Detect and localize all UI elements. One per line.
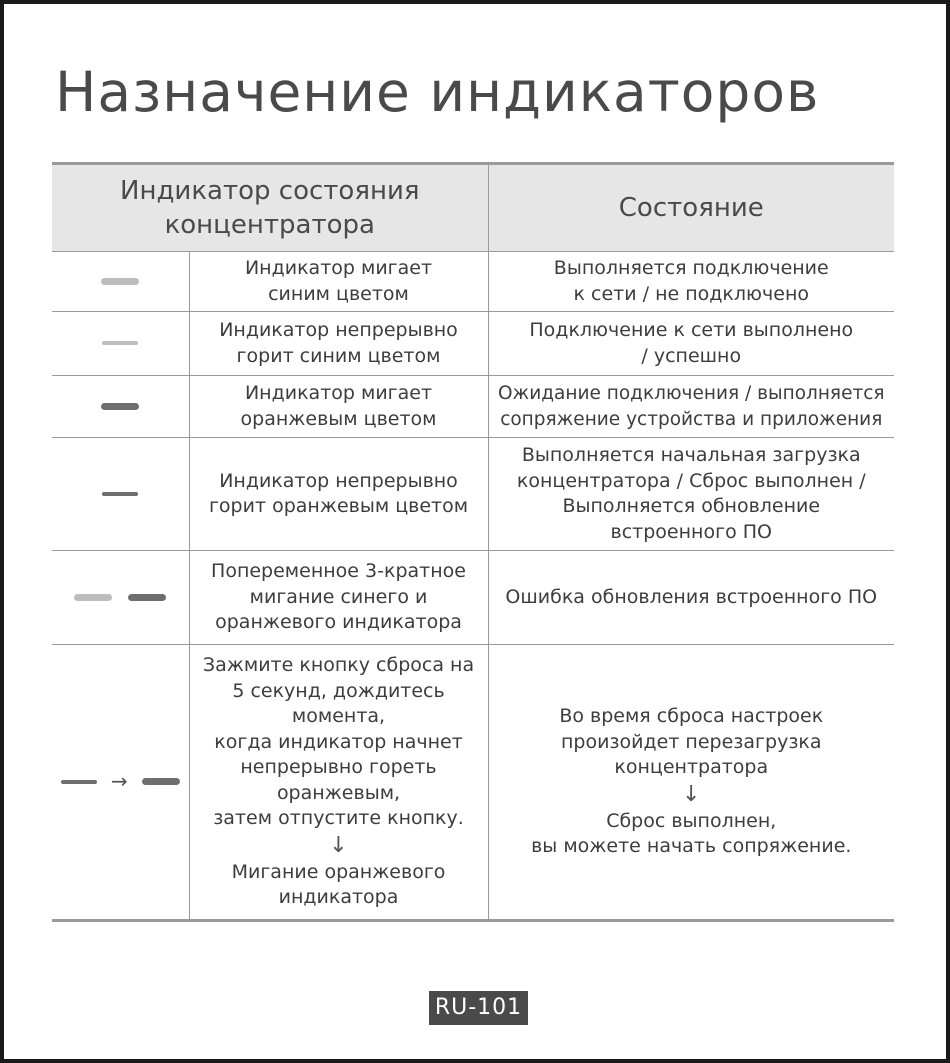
state-cell: Во время сброса настроек произойдет перезагрузка концентратора ↓ Сброс выполнен, вы можете начать сопряжение. — [488, 645, 894, 921]
led-cell — [52, 438, 189, 551]
header-indicator: Индикатор состояния концентратора — [52, 164, 488, 252]
state-cell: Ожидание подключения / выполняется сопряжение устройства и приложения — [488, 376, 894, 438]
page-title: Назначение индикаторов — [55, 60, 820, 124]
table-row — [52, 551, 894, 645]
led-cell — [52, 551, 189, 645]
state-cell: Ошибка обновления встроенного ПО — [488, 551, 894, 645]
blue-led-icon — [74, 594, 112, 601]
led-cell — [52, 645, 189, 921]
arrow-down-icon: ↓ — [329, 832, 348, 858]
desc-cell: Индикатор непрерывно горит оранжевым цветом — [189, 438, 488, 551]
table-row — [52, 645, 894, 921]
led-cell — [52, 376, 189, 438]
led-cell — [52, 252, 189, 312]
blue-blinking-led-icon — [101, 278, 139, 285]
orange-blinking-led-icon — [101, 403, 139, 410]
state-cell: Подключение к сети выполнено / успешно — [488, 312, 894, 376]
state-cell: Выполняется подключение к сети / не подключено — [488, 252, 894, 312]
orange-solid-led-icon — [102, 492, 138, 496]
table-row — [52, 252, 894, 312]
desc-cell: Индикатор непрерывно горит синим цветом — [189, 312, 488, 376]
orange-led-icon — [128, 594, 166, 601]
desc-cell: Попеременное 3-кратное мигание синего и оранжевого индикатора — [189, 551, 488, 645]
indicator-table — [52, 162, 894, 922]
page-number-badge: RU-101 — [429, 991, 528, 1025]
blue-solid-led-icon — [102, 341, 138, 345]
state-cell: Выполняется начальная загрузка концентратора / Сброс выполнен / Выполняется обновление встроенного ПО — [488, 438, 894, 551]
table-header-row — [52, 164, 894, 252]
table-row — [52, 312, 894, 376]
orange-solid-led-icon — [61, 780, 97, 784]
desc-cell: Зажмите кнопку сброса на 5 секунд, дождитесь момента, когда индикатор начнет непрерывно гореть оранжевым, затем отпустите кнопку. ↓ Мигание оранжевого индикатора — [189, 645, 488, 921]
table-row — [52, 438, 894, 551]
header-state: Состояние — [488, 164, 894, 252]
arrow-right-icon: → — [110, 769, 128, 794]
table-row — [52, 376, 894, 438]
desc-cell: Индикатор мигает оранжевым цветом — [189, 376, 488, 438]
desc-cell: Индикатор мигает синим цветом — [189, 252, 488, 312]
arrow-down-icon: ↓ — [682, 781, 701, 807]
orange-blinking-led-icon — [142, 778, 180, 785]
led-cell — [52, 312, 189, 376]
